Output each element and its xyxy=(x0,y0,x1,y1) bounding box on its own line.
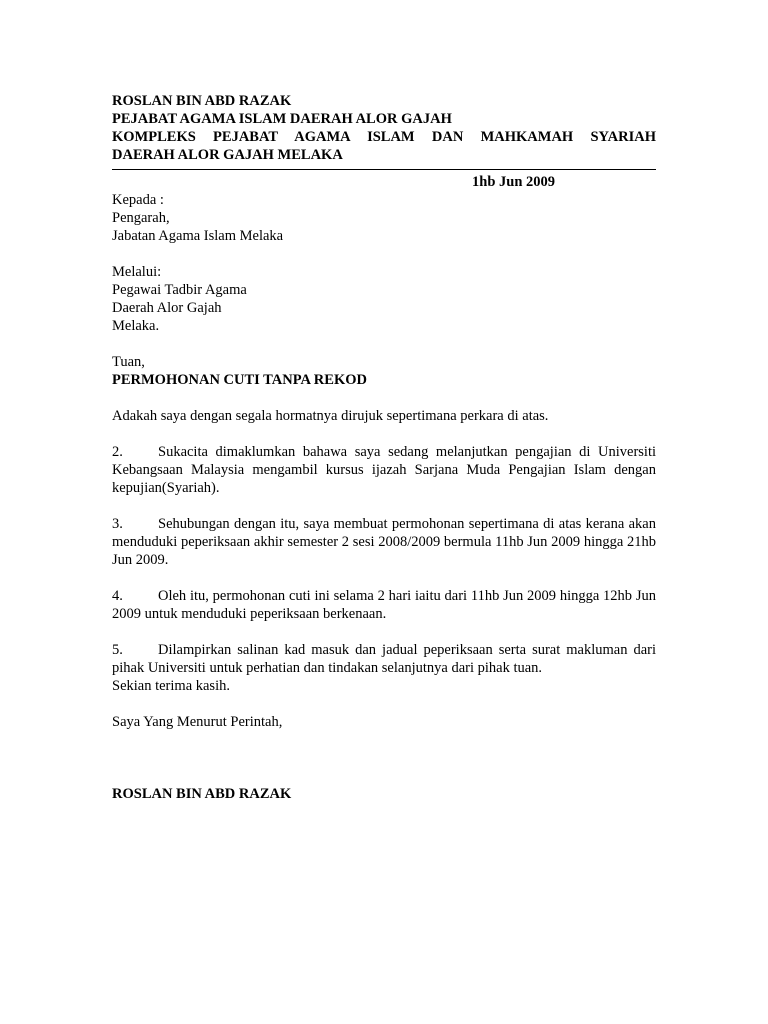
spacer xyxy=(112,245,656,263)
via-label: Melalui: xyxy=(112,264,162,280)
letterhead xyxy=(112,92,656,170)
paragraph-number: 3. xyxy=(112,516,123,532)
body-paragraph xyxy=(112,641,656,677)
complex-name-line-2: DAERAH ALOR GAJAH MELAKA xyxy=(112,147,343,163)
spacer xyxy=(112,623,656,641)
spacer xyxy=(112,695,656,713)
paragraph-number: 2. xyxy=(112,444,123,460)
paragraph-text: Sehubungan dengan itu, saya membuat permohonan sepertimana di atas kerana akan menduduki peperiksaan akhir semester 2 sesi 2008/2009 bermula 11hb Jun 2009 hingga 21hb Jun 2009. xyxy=(112,516,656,568)
spacer xyxy=(112,389,656,407)
signature-name: ROSLAN BIN ABD RAZAK xyxy=(112,786,292,802)
body-paragraph xyxy=(112,443,656,497)
header-divider xyxy=(112,169,656,170)
body-paragraph xyxy=(112,587,656,623)
paragraph-text: Oleh itu, permohonan cuti ini selama 2 hari iaitu dari 11hb Jun 2009 hingga 12hb Jun 2009 untuk menduduki peperiksaan berkenaan. xyxy=(112,588,656,622)
via-district: Daerah Alor Gajah xyxy=(112,300,222,316)
paragraph-number: 5. xyxy=(112,642,123,658)
via-block xyxy=(112,263,656,335)
signoff-line: Saya Yang Menurut Perintah, xyxy=(112,714,283,730)
letter-page xyxy=(112,92,656,803)
paragraph-text: Sukacita dimaklumkan bahawa saya sedang melanjutkan pengajian di Universiti Kebangsaan Malaysia mengambil kursus ijazah Sarjana Muda Pengajian Islam dengan kepujian(Syariah). xyxy=(112,444,656,496)
office-name: PEJABAT AGAMA ISLAM DAERAH ALOR GAJAH xyxy=(112,111,452,127)
via-state: Melaka. xyxy=(112,318,160,334)
complex-name-line-1: KOMPLEKS PEJABAT AGAMA ISLAM DAN MAHKAMAH SYARIAH xyxy=(112,129,656,145)
signature-space xyxy=(112,731,656,785)
paragraph-number: 4. xyxy=(112,588,123,604)
sender-name: ROSLAN BIN ABD RAZAK xyxy=(112,93,292,109)
recipient-department: Jabatan Agama Islam Melaka xyxy=(112,228,284,244)
closing-line: Sekian terima kasih. xyxy=(112,678,230,694)
recipient-label: Kepada : xyxy=(112,192,164,208)
body-paragraph xyxy=(112,515,656,569)
subject-heading: PERMOHONAN CUTI TANPA REKOD xyxy=(112,372,367,388)
salutation: Tuan, xyxy=(112,354,145,370)
spacer xyxy=(112,425,656,443)
recipient-title: Pengarah, xyxy=(112,210,170,226)
spacer xyxy=(112,569,656,587)
paragraph-text: Dilampirkan salinan kad masuk dan jadual peperiksaan serta surat makluman dari pihak Universiti untuk perhatian dan tindakan selanjutnya dari pihak tuan. xyxy=(112,642,656,676)
recipient-block xyxy=(112,191,656,245)
opening-paragraph: Adakah saya dengan segala hormatnya dirujuk sepertimana perkara di atas. xyxy=(112,408,549,424)
spacer xyxy=(112,497,656,515)
spacer xyxy=(112,335,656,353)
via-title: Pegawai Tadbir Agama xyxy=(112,282,247,298)
letter-date: 1hb Jun 2009 xyxy=(472,174,556,190)
